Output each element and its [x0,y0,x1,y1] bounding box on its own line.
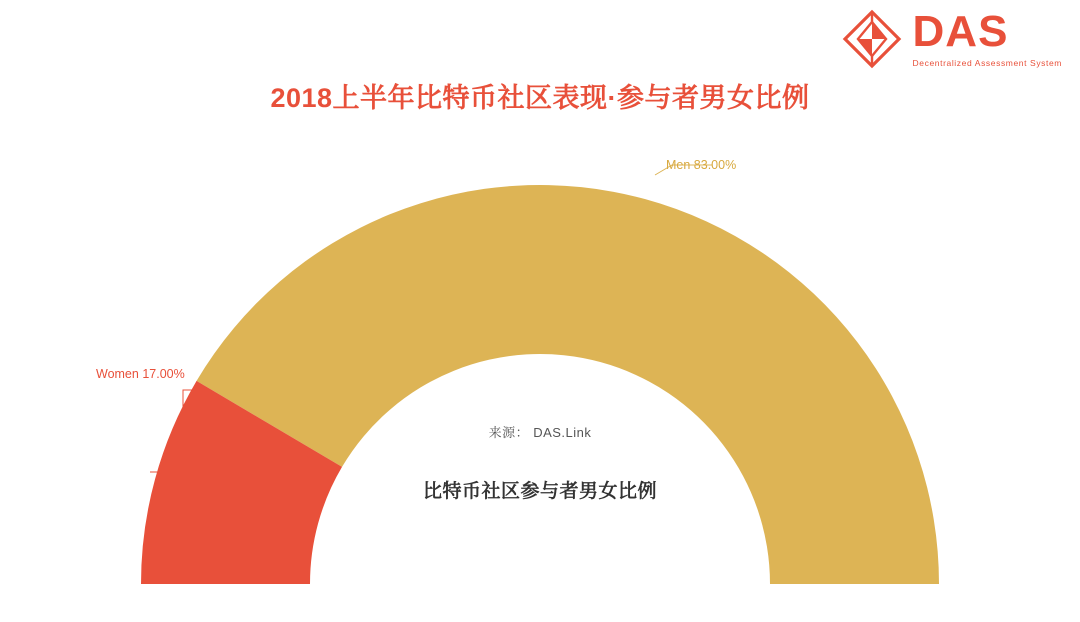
source-annotation: 来源： DAS.Link [488,425,592,440]
half-donut-chart [0,140,1080,610]
page-title: 2018上半年比特币社区表现·参与者男女比例 [270,83,810,113]
logo-tagline: Decentralized Assessment System [912,58,1062,69]
slice-label-women: Women 17.00% [96,367,185,381]
slice-label-men: Men 83.00% [666,158,737,172]
das-logo [841,8,1062,70]
logo-wordmark [912,7,1062,69]
chart-center-caption: 比特币社区参与者男女比例 [422,481,657,502]
das-diamond-icon [841,8,903,70]
logo-brand-text: DAS [912,7,1009,57]
